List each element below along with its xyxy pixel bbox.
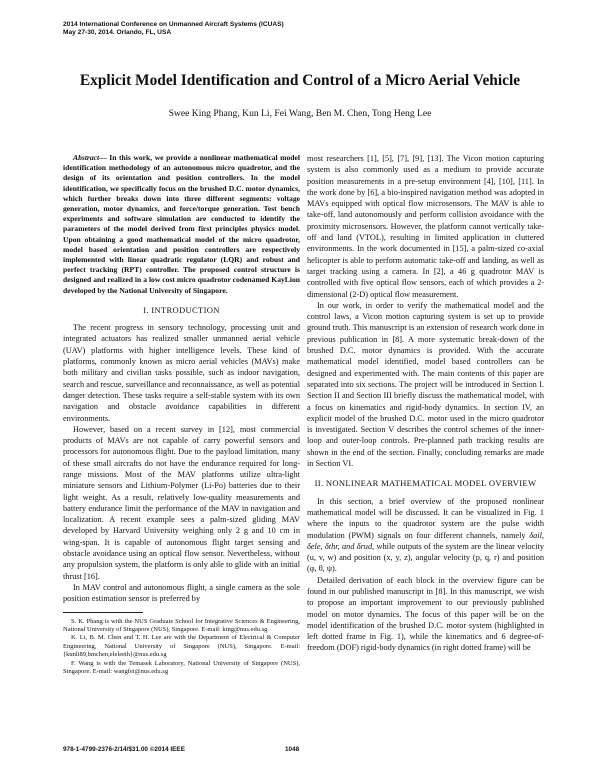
model-input-symbols: δail, δele, δthr, and δrud — [307, 530, 544, 551]
intro-paragraph-2: However, based on a recent survey in [12], most commercial products of MAVs are not capable of carry powerful sensors and processors for autonomous flight. Due to the payload limitation, many of these small aircrafts do not have the endurance required for long-range missions. Most of the MAV platforms utilize ultra-light miniature sensors and Lithium-Polymer (Li-Po) batteries due to their light weight. As a result, relatively low-quality measurements and battery endurance limit the performance of the MAV in navigation and localization. A recent example sees a palm-sized gliding MAV developed by Harvard University weighing only 2 g and 10 cm in wing-span. It is capable of autonomous flight target sensing and obstacle avoidance using an optical flow sensor. Nevertheless, without any propulsion system, the platform is only able to glide with an initial thrust [16]. — [63, 424, 300, 581]
conference-name: 2014 International Conference on Unmanned Aircraft Systems (ICUAS) — [63, 21, 284, 28]
author-list: Swee King Phang, Kun Li, Fei Wang, Ben M. Chen, Tong Heng Lee — [168, 108, 432, 119]
footnote-3: F. Wang is with the Temasek Laboratory, National University of Singapore (NUS), Singapore. E-mail: wangfei@nus.edu.sg — [63, 659, 300, 675]
section-heading-introduction: I. INTRODUCTION — [143, 304, 220, 315]
isbn-footer: 978-1-4799-2376-2/14/$31.00 ©2014 IEEE — [63, 746, 185, 753]
left-column — [63, 153, 300, 676]
paper-title: Explicit Model Identification and Control of a Micro Aerial Vehicle — [79, 72, 521, 89]
footnote-divider — [63, 612, 143, 613]
right-paragraph-2: In our work, in order to verify the mathematical model and the control laws, a Vicon motion capturing system is set up to provide ground truth. This manuscript is an extension of research work done in previous publication in [8]. A more systematic break-down of the brushed D.C. motor dynamics is provided. With the accurate mathematical model identified, model based controllers can be designed and experimented with. The main contents of this paper are separated into six sections. The project will be introduced in Section I. Section II and Section III briefly discuss the mathematical model, with a focus on kinematics and rigid-body dynamics. In section IV, an explicit model of the brushed D.C. motor used in the micro quadrotor is investigated. Section V describes the control schemes of the inner-loop and outer-loop controls. Pre-planned path tracking results are shown in the end of the section. Finally, concluding remarks are made in Section VI. — [307, 300, 544, 469]
abstract — [63, 153, 300, 296]
model-paragraph-1 — [307, 496, 544, 575]
right-column — [307, 153, 544, 654]
abstract-label: Abstract — [73, 153, 100, 162]
conference-header — [63, 21, 284, 38]
model-paragraph-1-end: , while outputs of the system are the linear velocity (u, v, w) and position (x, y, z), angular velocity (p, q, r) and position (φ, θ, ψ). — [307, 541, 544, 574]
model-paragraph-2: Detailed derivation of each block in the overview figure can be found in our published manuscript in [8]. In this manuscript, we wish to propose an important improvement to our previously published model on motor dynamics. The focus of this paper will be on the model identification of the brushed D.C. motor system (highlighted in left dotted frame in Fig. 1), while the kinematics and 6 degree-of-freedom (DOF) rigid-body dynamics (in right dotted frame) will be — [307, 575, 544, 653]
model-paragraph-1-start: In this section, a brief overview of the proposed nonlinear mathematical model will be discussed. It can be visualized in Fig. 1 where the inputs to the quadrotor system are the pulse width modulation (PWM) signals on four different channels, namely — [307, 496, 544, 540]
right-paragraph-1: most researchers [1], [5], [7], [9], [13]. The Vicon motion capturing system is also commonly used as a medium to provide accurate position measurements in a pre-setup environment [4], [10], [11]. In the work done by [6], a bio-inspired navigation method was adopted in MAVs equipped with optical flow microsensors. The MAV is able to take-off, land autonomously and perform collision avoidance with the proximity microsensors. However, the platform cannot vertically take-off and land (VTOL), resulting in limited application in cluttered environments. In the work documented in [15], a palm-sized co-axial helicopter is able to perform automatic take-off and landing, as well as target tracking using a camera. In [2], a 46 g quadrotor MAV is controlled with five optical flow sensors, each of which provides a 2-dimensional (2-D) optical flow measurement. — [307, 154, 544, 299]
section-heading-model: II. NONLINEAR MATHEMATICAL MODEL OVERVIEW — [314, 478, 537, 489]
conference-date: May 27-30, 2014. Orlando, FL, USA — [63, 29, 172, 37]
intro-paragraph-3: In MAV control and autonomous flight, a single camera as the sole position estimation sensor is preferred by — [63, 582, 300, 604]
page-number: 1048 — [285, 746, 300, 753]
footnote-1: S. K. Phang is with the NUS Graduate School for Integrative Sciences & Engineering, National University of Singapore (NUS), Singapore. E-mail: king@nus.edu.sg — [63, 617, 300, 633]
footnote-2: K. Li, B. M. Chen and T. H. Lee are with the Department of Electrical & Computer Engineering, National University of Singapore (NUS), Singapore. E-mail: {kunli89,bmchen,eleleeth}@nus.edu.sg — [63, 634, 300, 659]
abstract-text: — In this work, we provide a nonlinear mathematical model identification methodology of an autonomous micro quadrotor, and the design of its orientation and position controllers. In the model identification, we specifically focus on the brushed D.C. motor dynamics, which further breaks down into three different segments: voltage generation, motor dynamics, and force/torque generation. Test bench experiments and software simulation are conducted to identify the parameters of the model derived from first principles physics model. Upon obtaining a good mathematical model of the micro quadrotor, model based orientation and position controllers are respectively implemented with linear quadratic regulator (LQR) and robust and perfect tracking (RPT) controller. The proposed control structure is designed and realized in a low cost micro quadrotor codenamed KayLion developed by the National University of Singapore. — [63, 153, 300, 295]
intro-paragraph-1: The recent progress in sensory technology, processing unit and integrated actuators has realized smaller unmanned aerial vehicle (UAV) platforms with higher intelligence levels. These kind of platforms, commonly known as micro aerial vehicles (MAVs) make both military and civilian tasks possible, such as indoor navigation, search and rescue, surveillance and reconnaissance, as well as potential danger detection. These tasks require a self-stable system with its own navigation and obstacle avoidance capabilities in different environments. — [63, 323, 300, 423]
